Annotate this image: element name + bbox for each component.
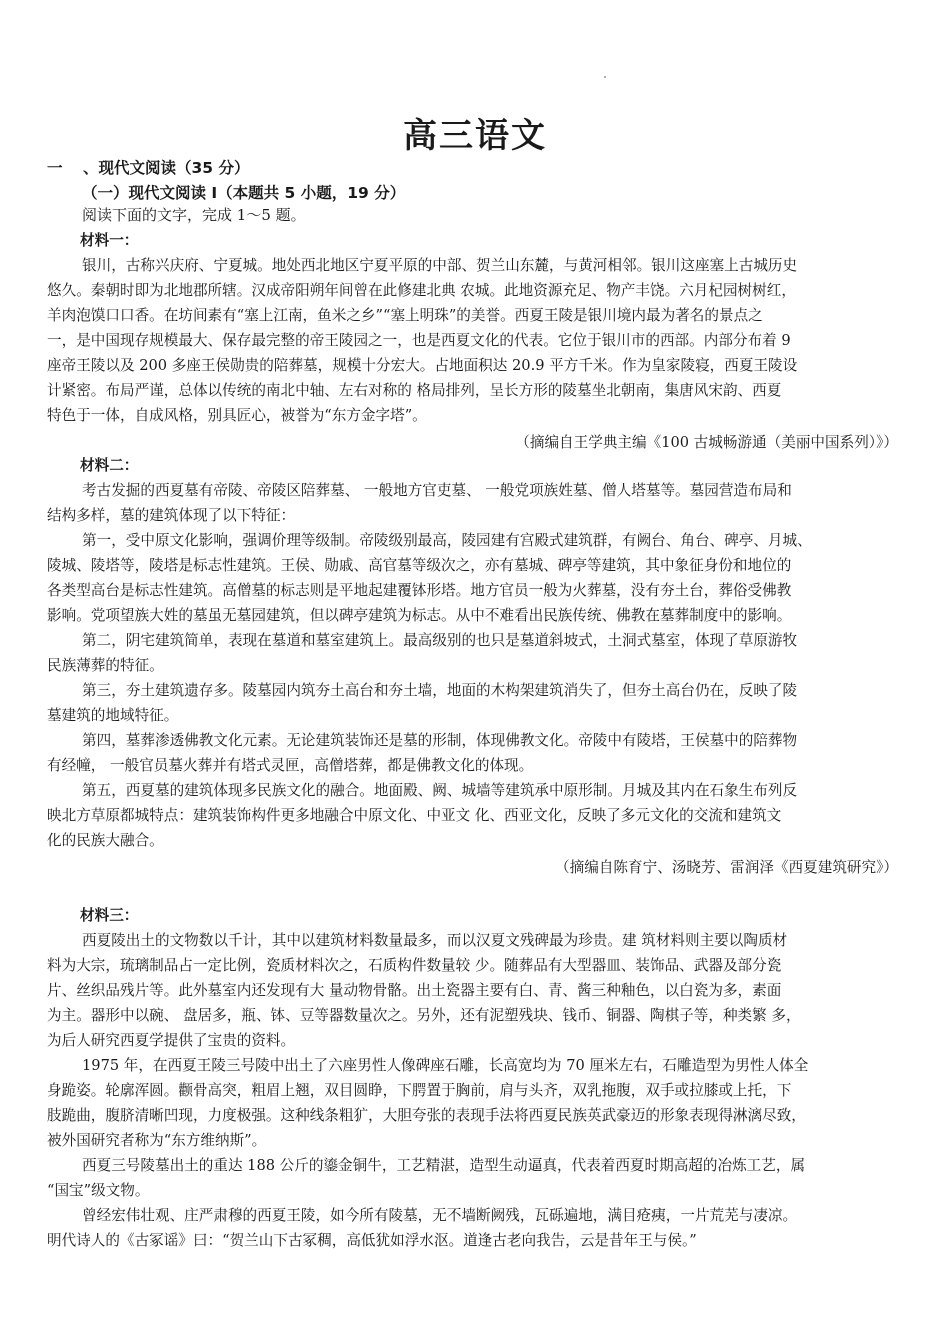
instruction: 阅读下面的文字，完成 1～5 题。 <box>82 206 306 224</box>
section-label: 、现代文阅读（35 分） <box>83 159 250 177</box>
m2-line: 各类型高台是标志性建筑。高僧墓的标志则是平地起建覆钵形塔。地方官员一般为火葬墓，没有夯土台，葬俗受佛教 <box>47 582 792 599</box>
section-heading <box>47 156 249 178</box>
subsection-heading: （一）现代文阅读 I（本题共 5 小题，19 分） <box>82 184 406 202</box>
m2-line: 第四，墓葬渗透佛教文化元素。无论建筑装饰还是墓的形制，体现佛教文化。帝陵中有陵塔，王侯墓中的陪葬物 <box>82 732 798 749</box>
m3-line: 为主。器形中以碗、 盘居多，瓶、钵、豆等器数量次之。另外，还有泥塑残块、钱币、铜器、陶棋子等，种类繁 多， <box>47 1007 801 1024</box>
m2-line: 结构多样，墓的建筑体现了以下特征： <box>47 507 296 524</box>
m3-line: 为后人研究西夏学提供了宝贵的资料。 <box>47 1032 296 1049</box>
material-3-heading: 材料三： <box>80 907 139 924</box>
m3-line: 西夏陵出土的文物数以千计，其中以建筑材料数量最多，而以汉夏文残碑最为珍贵。建 筑材料则主要以陶质材 <box>82 932 788 949</box>
m2-line: 第三，夯土建筑遗存多。陵墓园内筑夯土高台和夯土墙，地面的木构架建筑消失了，但夯土高台仍在，反映了陵 <box>82 682 798 699</box>
m2-line: 第一，受中原文化影响，强调价理等级制。帝陵级别最高，陵园建有宫殿式建筑群，有阙台、角台、碑亭、月城、 <box>82 532 812 549</box>
m3-line: 被外国研究者称为“东方维纳斯”。 <box>47 1132 267 1149</box>
m3-line: 曾经宏伟壮观、庄严肃穆的西夏王陵，如今所有陵墓，无不墙断阙残，瓦砾遍地，满目疮痍，一片荒芜与凄凉。 <box>82 1207 798 1224</box>
m1-line: 一，是中国现存规模最大、保存最完整的帝王陵园之一，也是西夏文化的代表。它位于银川市的西部。内部分布着 9 <box>47 332 791 349</box>
material-2-source: （摘编自陈育宁、汤晓芳、雷润泽《西夏建筑研究》） <box>555 859 898 876</box>
material-1-source: （摘编自王学典主编《100 古城畅游通（美丽中国系列）》） <box>515 434 898 451</box>
m3-line: 西夏三号陵墓出土的重达 188 公斤的鎏金铜牛，工艺精湛，造型生动逼真，代表着西夏时期高超的冶炼工艺，属 <box>82 1157 806 1174</box>
m1-line: 银川，古称兴庆府、宁夏城。地处西北地区宁夏平原的中部、贺兰山东麓，与黄河相邻。银川这座塞上古城历史 <box>82 257 798 274</box>
section-number: 一 <box>47 159 63 177</box>
m3-line: 片、丝织品残片等。此外墓室内还发现有大 量动物骨骼。出土瓷器主要有白、青、酱三种釉色，以白瓷为多，素面 <box>47 982 782 999</box>
m1-line: 悠久。秦朝时即为北地郡所辖。汉成帝阳朔年间曾在此修建北典 农城。此地资源充足、物产丰饶。六月杞园树树红， <box>47 282 796 299</box>
m2-line: 第二，阴宅建筑简单，表现在墓道和墓室建筑上。最高级别的也只是墓道斜坡式，土洞式墓室，体现了草原游牧 <box>82 632 798 649</box>
m1-line: 特色于一体，自成风格，别具匠心，被誉为“东方金字塔”。 <box>47 407 427 424</box>
material-2-heading: 材料二： <box>80 457 139 474</box>
m2-line: 化的民族大融合。 <box>47 832 164 849</box>
material-1-heading: 材料一： <box>80 232 139 249</box>
m3-line: 身跪姿。轮廓浑圆。颧骨高突，粗眉上翘，双目圆睁，下腭置于胸前，肩与头齐，双乳拖腹，双手或拉膝或上托，下 <box>47 1082 792 1099</box>
m1-line: 座帝王陵以及 200 多座王侯勋贵的陪葬墓，规模十分宏大。占地面积达 20.9 平方千米。作为皇家陵寝，西夏王陵设 <box>47 357 798 374</box>
m2-line: 考古发掘的西夏墓有帝陵、帝陵区陪葬墓、 一般地方官吏墓、 一般党项族姓墓、僧人塔墓等。墓园营造布局和 <box>82 482 792 499</box>
m3-line: 肢跪曲，腹脐清晰凹现，力度极强。这种线条粗犷，大胆夸张的表现手法将西夏民族英武豪迈的形象表现得淋漓尽致， <box>47 1107 806 1124</box>
m2-line: 陵城、陵塔等，陵塔是标志性建筑。王侯、勋戚、高官墓等级次之，亦有墓城、碑亭等建筑，其中象征身份和地位的 <box>47 557 792 574</box>
m3-line: “国宝”级文物。 <box>47 1182 150 1199</box>
m3-line: 1975 年，在西夏王陵三号陵中出土了六座男性人像碑座石雕，长高宽均为 70 厘米左右，石雕造型为男性人体全 <box>82 1057 809 1074</box>
m3-line: 明代诗人的《古冢谣》曰：“贺兰山下古冢稠，高低犹如浮水沤。道逢古老向我告，云是昔年王与侯。” <box>47 1232 697 1249</box>
m3-line: 料为大宗，琉璃制品占一定比例，瓷质材料次之，石质构件数量较 少。随葬品有大型器皿、装饰品、武器及部分瓷 <box>47 957 782 974</box>
scan-dot <box>604 76 606 78</box>
page-title: 高三语文 <box>403 116 547 156</box>
m1-line: 羊肉泡馍口口香。在坊间素有“塞上江南，鱼米之乡”“塞上明珠”的美誉。西夏王陵是银川境内最为著名的景点之 <box>47 307 763 324</box>
m1-line: 计紧密。布局严谨，总体以传统的南北中轴、左右对称的 格局排列，呈长方形的陵墓坐北朝南，集唐风宋韵、西夏 <box>47 382 782 399</box>
m2-line: 第五，西夏墓的建筑体现多民族文化的融合。地面殿、阙、城墙等建筑承中原形制。月城及其内在石象生布列反 <box>82 782 798 799</box>
m2-line: 映北方草原都城特点：建筑装饰构件更多地融合中原文化、中亚文 化、西亚文化，反映了多元文化的交流和建筑文 <box>47 807 782 824</box>
m2-line: 民族薄葬的特征。 <box>47 657 164 674</box>
m2-line: 墓建筑的地域特征。 <box>47 707 179 724</box>
m2-line: 影响。党项望族大姓的墓虽无墓园建筑，但以碑亭建筑为标志。从中不难看出民族传统、佛教在墓葬制度中的影响。 <box>47 607 792 624</box>
m2-line: 有经幢， 一般官员墓火葬并有塔式灵匣，高僧塔葬，都是佛教文化的体现。 <box>47 757 534 774</box>
